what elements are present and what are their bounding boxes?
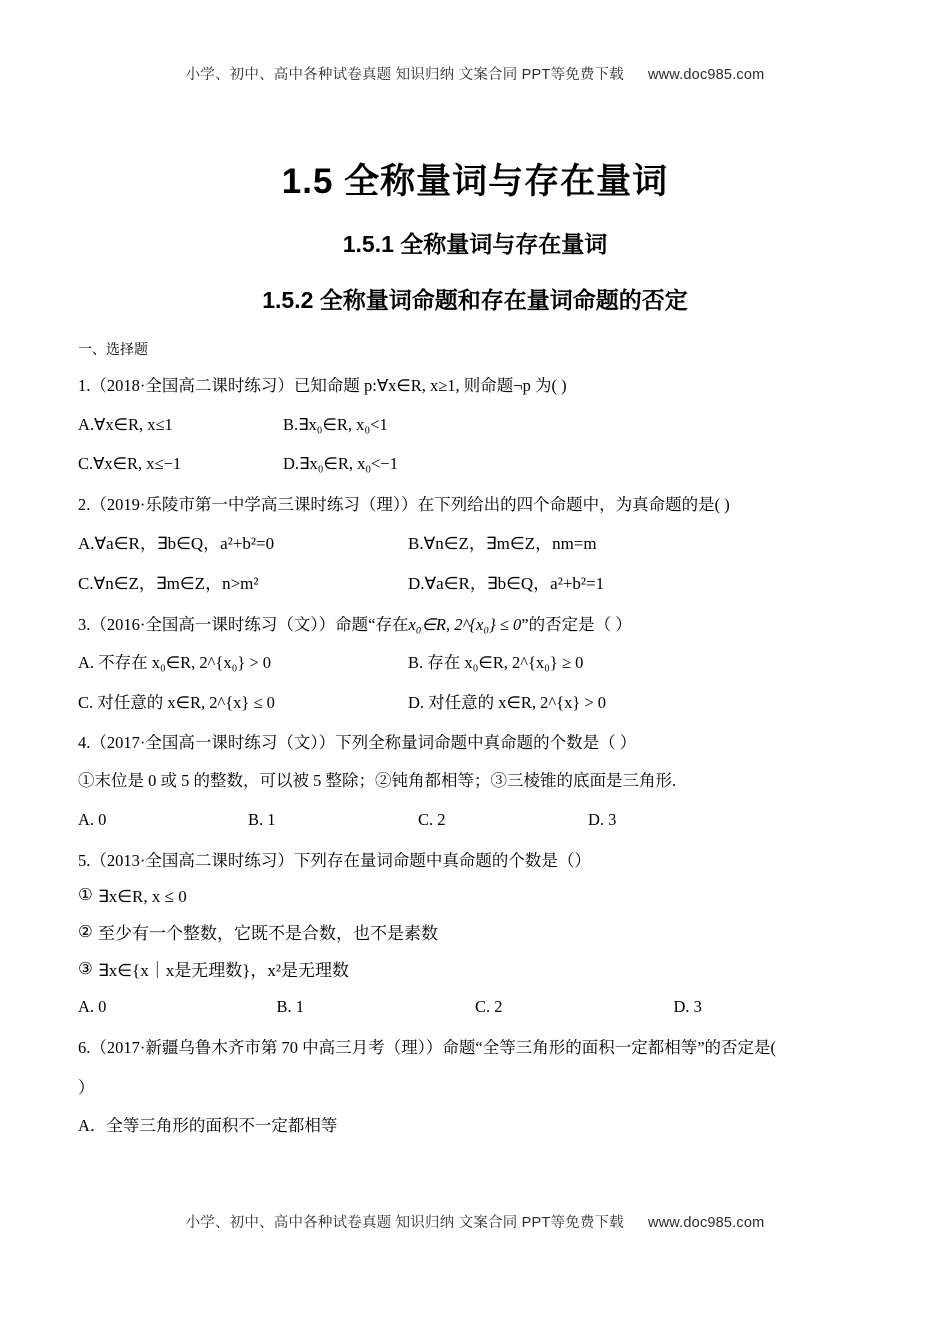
question-2-option-b: B.∀n∈Z，∃m∈Z，nm=m	[408, 534, 597, 554]
question-1-options-row-1	[78, 412, 872, 438]
question-4-text: （2017·全国高一课时练习（文））下列全称量词命题中真命题的个数是（ ）	[90, 733, 637, 753]
question-1-text: （2018·全国高二课时练习）已知命题 p:∀x∈R, x≥1, 则命题¬p 为( )	[90, 376, 567, 395]
question-3-option-c: C. 对任意的 x∈R, 2^{x} ≤ 0	[78, 692, 275, 712]
question-5-option-d: D. 3	[673, 997, 702, 1017]
section-label-choice: 一、选择题	[78, 341, 148, 357]
question-2-options-row-2	[78, 570, 872, 597]
page-title: 1.5 全称量词与存在量词	[281, 162, 669, 201]
watermark-text: 小学、初中、高中各种试卷真题 知识归纳 文案合同 PPT等免费下载	[185, 67, 624, 83]
question-3-options-row-2	[78, 690, 872, 716]
section-title-2: 1.5.2 全称量词命题和存在量词命题的否定	[262, 287, 688, 313]
question-4-stem	[78, 731, 872, 756]
question-5-item-1-number: ①	[78, 885, 93, 905]
question-5-item-3-text: ∃x∈{x｜x是无理数}，x²是无理数	[98, 961, 349, 981]
question-4-option-b: B. 1	[248, 810, 276, 830]
question-4-options-row	[78, 807, 872, 833]
question-5-number: 5.	[78, 850, 91, 870]
question-3-number: 3.	[78, 614, 91, 634]
question-4-body: ①末位是 0 或 5 的整数，可以被 5 整除；②钝角都相等；③三棱锥的底面是三角形.	[78, 770, 677, 790]
question-3-option-b: B. 存在 x₀∈R, 2^{x₀} ≥ 0	[408, 653, 584, 673]
question-2-option-a: A.∀a∈R，∃b∈Q，a²+b²=0	[78, 534, 275, 554]
question-5-item-1	[78, 885, 872, 907]
question-1-stem	[78, 374, 872, 399]
question-6-option-a: A．全等三角形的面积不一定都相等	[78, 1116, 338, 1136]
question-5-option-b: B. 1	[276, 997, 305, 1017]
question-5-item-3	[78, 956, 872, 981]
question-3-options-row-1	[78, 650, 872, 676]
question-4-option-a: A. 0	[78, 810, 107, 830]
question-2-stem	[78, 493, 872, 518]
question-3-text-prefix: （2016·全国高一课时练习（文））命题“存在	[90, 614, 409, 634]
question-1-option-a: A.∀x∈R, x≤1	[78, 414, 173, 434]
question-2-option-c: C.∀n∈Z，∃m∈Z，n>m²	[78, 574, 259, 594]
question-6-options-row	[78, 1113, 872, 1139]
question-1-options-row-2	[78, 451, 872, 477]
question-5-option-a: A. 0	[78, 997, 107, 1017]
question-6-number: 6.	[78, 1037, 91, 1057]
question-2-option-d: D.∀a∈R，∃b∈Q，a²+b²=1	[408, 574, 605, 594]
watermark-top	[78, 0, 872, 84]
watermark-bottom	[0, 1211, 950, 1232]
question-6-stem-continued: ）	[78, 1077, 95, 1097]
question-1-number: 1.	[78, 376, 91, 395]
question-2-number: 2.	[78, 494, 91, 514]
question-1-option-c: C.∀x∈R, x≤−1	[78, 454, 182, 474]
watermark-url-bottom: www.doc985.com	[647, 1215, 765, 1231]
watermark-text-bottom: 小学、初中、高中各种试卷真题 知识归纳 文案合同 PPT等免费下载	[185, 1215, 624, 1231]
question-5-item-2-text: 至少有一个整数，它既不是合数，也不是素数	[98, 924, 438, 944]
question-4-option-d: D. 3	[588, 810, 617, 830]
question-2-text: （2019·乐陵市第一中学高三课时练习（理））在下列给出的四个命题中，为真命题的是( )	[90, 494, 730, 514]
question-5-options-row	[78, 994, 872, 1020]
question-3-option-d: D. 对任意的 x∈R, 2^{x} > 0	[408, 692, 607, 712]
question-1-option-d: D.∃x₀∈R, x₀<−1	[283, 454, 398, 474]
question-1-option-b: B.∃x₀∈R, x₀<1	[283, 414, 388, 434]
question-3-stem	[78, 613, 872, 638]
question-3-option-a: A. 不存在 x₀∈R, 2^{x₀} > 0	[78, 653, 272, 673]
watermark-url: www.doc985.com	[647, 67, 765, 83]
question-5-item-2-number: ②	[78, 922, 93, 942]
question-5-stem	[78, 849, 872, 874]
question-5-item-3-number: ③	[78, 959, 93, 979]
question-6-stem	[78, 1036, 872, 1061]
question-3-text-suffix: ”的否定是（ ）	[521, 614, 632, 634]
question-6-text: （2017·新疆乌鲁木齐市第 70 中高三月考（理））命题“全等三角形的面积一定都相等”的否定是(	[90, 1037, 777, 1057]
section-title-1: 1.5.1 全称量词与存在量词	[342, 231, 608, 257]
question-3-stem-math: x₀∈R, 2^{x₀} ≤ 0	[408, 614, 522, 634]
question-5-text: （2013·全国高二课时练习）下列存在量词命题中真命题的个数是（）	[90, 850, 591, 870]
question-5-item-1-text: ∃x∈R, x ≤ 0	[98, 887, 187, 907]
question-4-number: 4.	[78, 733, 91, 753]
question-5-item-2	[78, 919, 872, 944]
question-2-options-row-1	[78, 530, 872, 557]
question-4-option-c: C. 2	[418, 810, 446, 830]
question-5-option-c: C. 2	[475, 997, 503, 1017]
